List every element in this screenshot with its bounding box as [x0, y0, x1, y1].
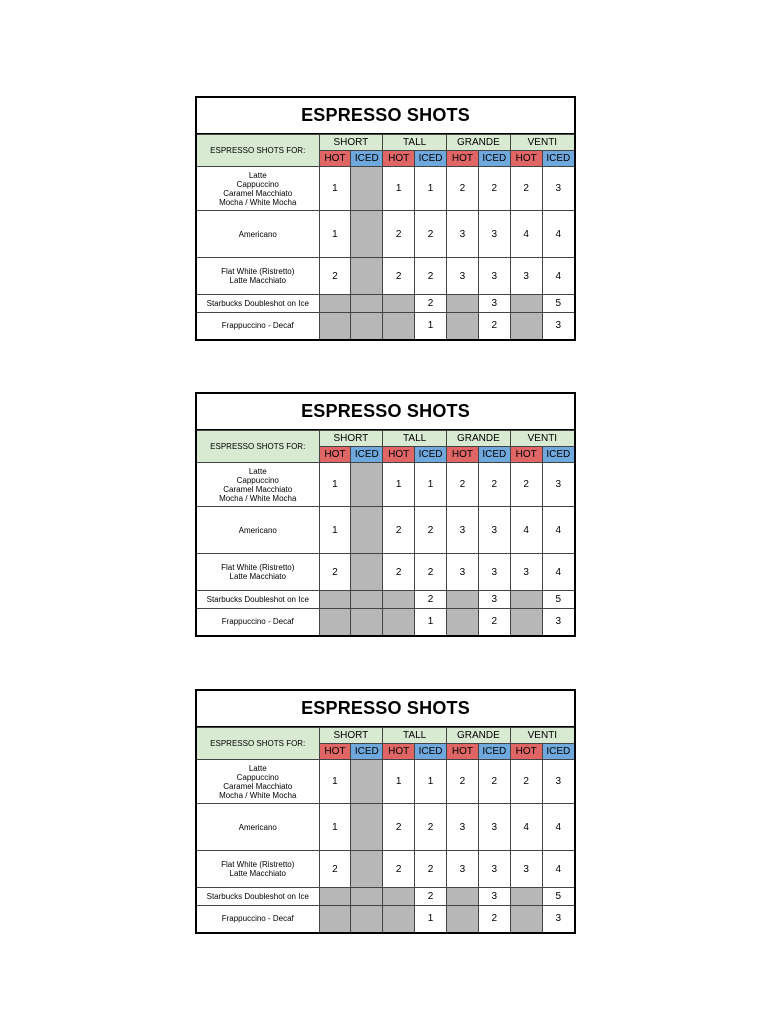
- shots-table: [197, 430, 574, 635]
- americano-row: [197, 804, 574, 851]
- drink-name: Caramel Macchiato: [223, 188, 293, 198]
- shot-count-tall-hot: 2: [383, 507, 415, 554]
- shot-count-short-hot: [319, 591, 351, 609]
- shot-count-venti-hot: 3: [510, 258, 542, 295]
- drink-name: Starbucks Doubleshot on Ice: [206, 595, 309, 604]
- shot-count-tall-hot: 2: [383, 554, 415, 591]
- shot-count-grande-hot: 3: [447, 851, 479, 888]
- drink-name: Latte: [248, 170, 267, 180]
- shot-count-short-hot: 2: [319, 851, 351, 888]
- shot-count-short-iced: [351, 313, 383, 339]
- shot-count-venti-hot: [510, 906, 542, 932]
- iced-header-venti: ICED: [542, 447, 574, 463]
- drink-label: [197, 760, 319, 804]
- shot-count-venti-iced: 4: [542, 851, 574, 888]
- drink-name: Latte Macchiato: [229, 869, 286, 878]
- hot-header-grande: HOT: [447, 447, 479, 463]
- hot-header-grande: HOT: [447, 744, 479, 760]
- frappuccino-row: [197, 906, 574, 932]
- drink-name: Caramel Macchiato: [223, 484, 293, 494]
- shot-count-tall-iced: 1: [415, 313, 447, 339]
- size-header-venti: VENTI: [510, 431, 574, 447]
- shot-count-grande-hot: [447, 888, 479, 906]
- shot-count-grande-iced: 2: [478, 906, 510, 932]
- shot-count-short-iced: [351, 888, 383, 906]
- hot-header-venti: HOT: [510, 151, 542, 167]
- hot-header-tall: HOT: [383, 151, 415, 167]
- shot-count-venti-hot: [510, 609, 542, 635]
- espresso-shots-card: [195, 392, 576, 637]
- drink-name: Cappuccino: [236, 772, 279, 782]
- size-header-grande: GRANDE: [447, 135, 511, 151]
- size-header-tall: TALL: [383, 135, 447, 151]
- shot-count-short-hot: [319, 906, 351, 932]
- shot-count-venti-iced: 3: [542, 463, 574, 507]
- shot-count-grande-hot: 3: [447, 554, 479, 591]
- shot-count-short-iced: [351, 760, 383, 804]
- shot-count-grande-iced: 3: [478, 804, 510, 851]
- shot-count-short-hot: 1: [319, 760, 351, 804]
- shot-count-tall-iced: 2: [415, 295, 447, 313]
- shot-count-short-hot: 2: [319, 554, 351, 591]
- shot-count-tall-hot: 2: [383, 804, 415, 851]
- shot-count-venti-iced: 3: [542, 609, 574, 635]
- shot-count-tall-hot: 2: [383, 211, 415, 258]
- shot-count-grande-hot: [447, 295, 479, 313]
- latte-row: [197, 167, 574, 211]
- shot-count-tall-hot: 2: [383, 258, 415, 295]
- shot-count-short-hot: 1: [319, 804, 351, 851]
- flat-white-row: [197, 554, 574, 591]
- drink-label: [197, 507, 319, 554]
- drink-name: Latte Macchiato: [229, 276, 286, 285]
- card-title: ESPRESSO SHOTS: [197, 98, 574, 134]
- shots-for-header: ESPRESSO SHOTS FOR:: [197, 135, 319, 167]
- shot-count-grande-iced: 3: [478, 211, 510, 258]
- shot-count-venti-iced: 4: [542, 258, 574, 295]
- shot-count-venti-iced: 5: [542, 591, 574, 609]
- shot-count-short-iced: [351, 463, 383, 507]
- doubleshot-row: [197, 591, 574, 609]
- shot-count-grande-iced: 3: [478, 258, 510, 295]
- shot-count-short-iced: [351, 591, 383, 609]
- latte-row: [197, 463, 574, 507]
- shot-count-grande-iced: 2: [478, 760, 510, 804]
- drink-label: [197, 906, 319, 932]
- iced-header-tall: ICED: [415, 151, 447, 167]
- shot-count-short-iced: [351, 804, 383, 851]
- size-header-row: [197, 728, 574, 744]
- hot-header-venti: HOT: [510, 744, 542, 760]
- drink-name: Frappuccino - Decaf: [221, 617, 294, 627]
- hot-header-short: HOT: [319, 447, 351, 463]
- shot-count-venti-hot: 4: [510, 211, 542, 258]
- shot-count-short-hot: 1: [319, 507, 351, 554]
- size-header-tall: TALL: [383, 728, 447, 744]
- shot-count-tall-iced: 2: [415, 804, 447, 851]
- shot-count-short-hot: [319, 313, 351, 339]
- drink-label: [197, 554, 319, 591]
- espresso-shots-card: [195, 96, 576, 341]
- drink-name: Frappuccino - Decaf: [221, 914, 294, 924]
- shot-count-grande-iced: 3: [478, 591, 510, 609]
- shot-count-venti-hot: [510, 888, 542, 906]
- size-header-venti: VENTI: [510, 135, 574, 151]
- shot-count-venti-iced: 5: [542, 888, 574, 906]
- shot-count-venti-hot: [510, 313, 542, 339]
- shot-count-tall-hot: [383, 888, 415, 906]
- doubleshot-row: [197, 888, 574, 906]
- shot-count-short-hot: 1: [319, 167, 351, 211]
- drink-label: [197, 804, 319, 851]
- drink-name: Flat White (Ristretto): [221, 860, 295, 869]
- shots-for-header: ESPRESSO SHOTS FOR:: [197, 431, 319, 463]
- shot-count-grande-iced: 3: [478, 507, 510, 554]
- shot-count-tall-hot: 2: [383, 851, 415, 888]
- hot-header-tall: HOT: [383, 744, 415, 760]
- shot-count-venti-iced: 4: [542, 507, 574, 554]
- shot-count-venti-hot: [510, 591, 542, 609]
- drink-label: [197, 211, 319, 258]
- shot-count-grande-iced: 2: [478, 167, 510, 211]
- latte-row: [197, 760, 574, 804]
- hot-header-venti: HOT: [510, 447, 542, 463]
- size-header-short: SHORT: [319, 728, 383, 744]
- shot-count-tall-iced: 2: [415, 554, 447, 591]
- drink-name: Caramel Macchiato: [223, 781, 293, 791]
- drink-name: Flat White (Ristretto): [221, 563, 295, 572]
- drink-label: [197, 888, 319, 906]
- shot-count-venti-hot: 2: [510, 760, 542, 804]
- drink-label: [197, 591, 319, 609]
- iced-header-grande: ICED: [478, 151, 510, 167]
- shot-count-short-hot: [319, 609, 351, 635]
- shot-count-grande-iced: 3: [478, 888, 510, 906]
- shot-count-tall-iced: 1: [415, 760, 447, 804]
- shot-count-short-iced: [351, 609, 383, 635]
- size-header-grande: GRANDE: [447, 728, 511, 744]
- drink-label: [197, 258, 319, 295]
- shot-count-short-iced: [351, 211, 383, 258]
- iced-header-venti: ICED: [542, 744, 574, 760]
- shot-count-short-hot: 1: [319, 211, 351, 258]
- card-title: ESPRESSO SHOTS: [197, 394, 574, 430]
- shot-count-grande-hot: [447, 591, 479, 609]
- shot-count-tall-hot: [383, 906, 415, 932]
- shot-count-venti-iced: 4: [542, 211, 574, 258]
- drink-name: Cappuccino: [236, 179, 279, 189]
- size-header-grande: GRANDE: [447, 431, 511, 447]
- shot-count-grande-hot: 2: [447, 760, 479, 804]
- drink-label: [197, 851, 319, 888]
- shot-count-grande-hot: 2: [447, 167, 479, 211]
- size-header-row: [197, 135, 574, 151]
- shot-count-tall-iced: 2: [415, 851, 447, 888]
- drink-name: Starbucks Doubleshot on Ice: [206, 892, 309, 901]
- shot-count-short-hot: 1: [319, 463, 351, 507]
- shot-count-grande-hot: 3: [447, 258, 479, 295]
- shots-table: [197, 134, 574, 339]
- drink-name: Americano: [238, 822, 277, 832]
- shot-count-tall-hot: [383, 313, 415, 339]
- drink-name: Mocha / White Mocha: [219, 790, 297, 800]
- drink-name: Frappuccino - Decaf: [221, 321, 294, 331]
- shot-count-grande-hot: 2: [447, 463, 479, 507]
- shot-count-tall-iced: 1: [415, 167, 447, 211]
- drink-label: [197, 295, 319, 313]
- drink-label: [197, 313, 319, 339]
- shot-count-tall-hot: [383, 591, 415, 609]
- drink-label: [197, 609, 319, 635]
- shot-count-venti-hot: [510, 295, 542, 313]
- size-header-tall: TALL: [383, 431, 447, 447]
- shot-count-short-hot: [319, 888, 351, 906]
- hot-header-tall: HOT: [383, 447, 415, 463]
- drink-name: Americano: [238, 525, 277, 535]
- espresso-shots-card: [195, 689, 576, 934]
- shot-count-grande-hot: [447, 906, 479, 932]
- shot-count-tall-iced: 2: [415, 591, 447, 609]
- drink-name: Cappuccino: [236, 475, 279, 485]
- shot-count-grande-hot: [447, 313, 479, 339]
- drink-name: Americano: [238, 229, 277, 239]
- shot-count-grande-hot: 3: [447, 211, 479, 258]
- shot-count-short-iced: [351, 906, 383, 932]
- shot-count-venti-iced: 5: [542, 295, 574, 313]
- shot-count-tall-iced: 1: [415, 906, 447, 932]
- shot-count-grande-hot: [447, 609, 479, 635]
- drink-name: Latte: [248, 466, 267, 476]
- drink-name: Starbucks Doubleshot on Ice: [206, 299, 309, 308]
- shot-count-grande-iced: 3: [478, 851, 510, 888]
- drink-label: [197, 167, 319, 211]
- hot-header-grande: HOT: [447, 151, 479, 167]
- shot-count-venti-hot: 2: [510, 167, 542, 211]
- iced-header-grande: ICED: [478, 744, 510, 760]
- shot-count-venti-iced: 3: [542, 906, 574, 932]
- shot-count-grande-iced: 2: [478, 609, 510, 635]
- shot-count-venti-iced: 4: [542, 804, 574, 851]
- shot-count-tall-iced: 2: [415, 888, 447, 906]
- card-title: ESPRESSO SHOTS: [197, 691, 574, 727]
- americano-row: [197, 507, 574, 554]
- flat-white-row: [197, 258, 574, 295]
- shot-count-venti-hot: 2: [510, 463, 542, 507]
- iced-header-short: ICED: [351, 744, 383, 760]
- size-header-short: SHORT: [319, 431, 383, 447]
- drink-name: Flat White (Ristretto): [221, 267, 295, 276]
- iced-header-grande: ICED: [478, 447, 510, 463]
- iced-header-venti: ICED: [542, 151, 574, 167]
- frappuccino-row: [197, 609, 574, 635]
- drink-label: [197, 463, 319, 507]
- shot-count-short-iced: [351, 851, 383, 888]
- shot-count-venti-iced: 3: [542, 167, 574, 211]
- shot-count-grande-hot: 3: [447, 804, 479, 851]
- shot-count-venti-hot: 4: [510, 507, 542, 554]
- shots-for-header: ESPRESSO SHOTS FOR:: [197, 728, 319, 760]
- shot-count-short-iced: [351, 554, 383, 591]
- shot-count-grande-iced: 2: [478, 463, 510, 507]
- shot-count-short-hot: 2: [319, 258, 351, 295]
- hot-header-short: HOT: [319, 744, 351, 760]
- americano-row: [197, 211, 574, 258]
- iced-header-tall: ICED: [415, 744, 447, 760]
- shot-count-tall-hot: 1: [383, 463, 415, 507]
- shot-count-venti-hot: 3: [510, 851, 542, 888]
- shot-count-tall-hot: 1: [383, 167, 415, 211]
- shot-count-venti-iced: 4: [542, 554, 574, 591]
- drink-name: Mocha / White Mocha: [219, 493, 297, 503]
- size-header-row: [197, 431, 574, 447]
- size-header-venti: VENTI: [510, 728, 574, 744]
- shot-count-venti-iced: 3: [542, 313, 574, 339]
- shot-count-grande-iced: 3: [478, 554, 510, 591]
- shot-count-tall-iced: 2: [415, 258, 447, 295]
- iced-header-short: ICED: [351, 151, 383, 167]
- drink-name: Latte: [248, 763, 267, 773]
- doubleshot-row: [197, 295, 574, 313]
- shot-count-tall-hot: [383, 295, 415, 313]
- iced-header-short: ICED: [351, 447, 383, 463]
- shot-count-short-iced: [351, 507, 383, 554]
- iced-header-tall: ICED: [415, 447, 447, 463]
- shot-count-venti-iced: 3: [542, 760, 574, 804]
- hot-header-short: HOT: [319, 151, 351, 167]
- shot-count-short-iced: [351, 258, 383, 295]
- shot-count-grande-iced: 2: [478, 313, 510, 339]
- shot-count-venti-hot: 3: [510, 554, 542, 591]
- shot-count-short-iced: [351, 167, 383, 211]
- frappuccino-row: [197, 313, 574, 339]
- shot-count-venti-hot: 4: [510, 804, 542, 851]
- shot-count-tall-hot: 1: [383, 760, 415, 804]
- size-header-short: SHORT: [319, 135, 383, 151]
- shot-count-grande-hot: 3: [447, 507, 479, 554]
- flat-white-row: [197, 851, 574, 888]
- shot-count-tall-iced: 1: [415, 463, 447, 507]
- shots-table: [197, 727, 574, 932]
- shot-count-tall-hot: [383, 609, 415, 635]
- shot-count-tall-iced: 2: [415, 507, 447, 554]
- shot-count-short-hot: [319, 295, 351, 313]
- shot-count-grande-iced: 3: [478, 295, 510, 313]
- drink-name: Latte Macchiato: [229, 572, 286, 581]
- drink-name: Mocha / White Mocha: [219, 197, 297, 207]
- shot-count-short-iced: [351, 295, 383, 313]
- shot-count-tall-iced: 2: [415, 211, 447, 258]
- shot-count-tall-iced: 1: [415, 609, 447, 635]
